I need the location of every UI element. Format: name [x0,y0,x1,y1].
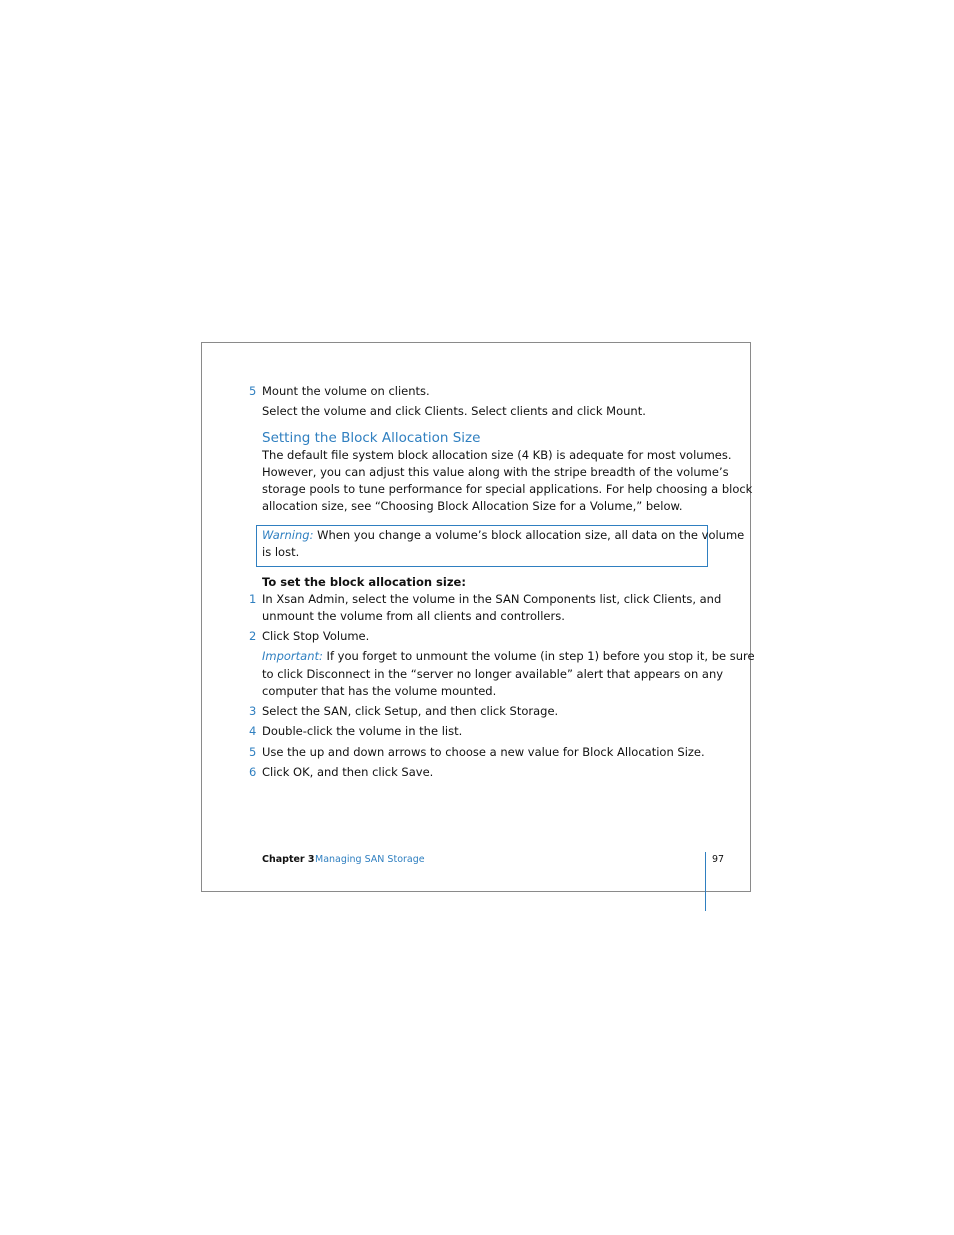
step-number: 5 [249,745,257,759]
step-detail: Select the volume and click Clients. Select clients and click Mount. [262,404,646,418]
step-text: Use the up and down arrows to choose a new value for Block Allocation Size. [262,745,705,759]
footer-chapter: Chapter 3 [262,854,315,865]
step-text: Select the SAN, click Setup, and then click Storage. [262,704,559,718]
step-text: Click OK, and then click Save. [262,765,434,779]
procedure-title: To set the block allocation size: [262,575,466,589]
step-number: 2 [249,629,257,643]
page-number: 97 [712,854,725,865]
step-number: 6 [249,765,257,779]
paragraph-line: However, you can adjust this value along with the stripe breadth of the volume’s [262,465,729,479]
step-number: 3 [249,704,257,718]
important-text: If you forget to unmount the volume (in step 1) before you stop it, be sure [322,649,755,663]
paragraph-line: The default file system block allocation size (4 KB) is adequate for most volumes. [262,448,732,462]
important-line [262,648,755,665]
footer-divider [705,852,706,911]
important-line-3: computer that has the volume mounted. [262,684,497,698]
warning-label: Warning: [262,528,314,542]
step-text: Mount the volume on clients. [262,384,430,398]
important-label: Important: [262,649,323,663]
important-line-2: to click Disconnect in the “server no longer available” alert that appears on any [262,667,724,681]
paragraph-line: storage pools to tune performance for special applications. For help choosing a block [262,482,753,496]
paragraph-line: allocation size, see “Choosing Block Allocation Size for a Volume,” below. [262,499,683,513]
step-number: 1 [249,592,257,606]
warning-text: When you change a volume’s block allocation size, all data on the volume [313,528,745,542]
warning-line [262,527,744,544]
step-number: 4 [249,724,257,738]
step-text: In Xsan Admin, select the volume in the SAN Components list, click Clients, and [262,592,722,606]
section-heading: Setting the Block Allocation Size [262,430,481,446]
warning-line-2: is lost. [262,545,300,559]
step-text: Click Stop Volume. [262,629,370,643]
step-number: 5 [249,384,257,398]
footer-chapter-title: Managing SAN Storage [315,854,425,865]
step-text-cont: unmount the volume from all clients and controllers. [262,609,565,623]
step-text: Double-click the volume in the list. [262,724,463,738]
